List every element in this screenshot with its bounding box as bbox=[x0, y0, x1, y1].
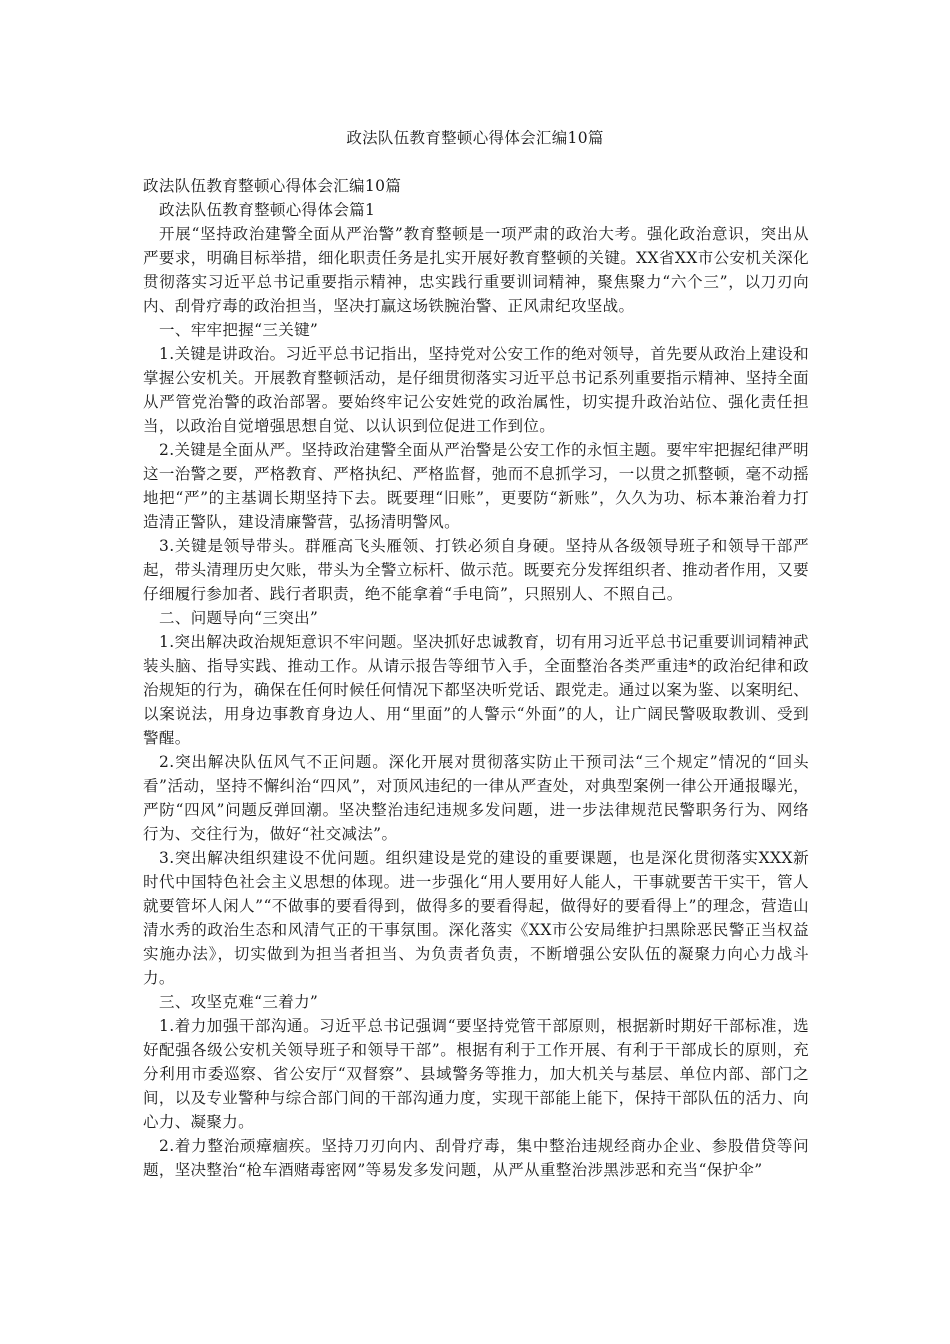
document-subtitle: 政法队伍教育整顿心得体会汇编10篇 bbox=[143, 177, 402, 195]
section-heading-2: 二、问题导向“三突出” bbox=[159, 609, 319, 627]
paragraph: 1.关键是讲政治。习近平总书记指出，坚持党对公安工作的绝对领导，首先要从政治上建设和掌握公安机关。开展教育整顿活动，是仔细贯彻落实习近平总书记系列重要指示精神、坚持全面从严管党治警的政治部署。要始终牢记公安姓党的政治属性，切实提升政治站位、强化责任担当，以政治自觉增强思想自觉、以认识到位促进工作到位。 bbox=[143, 345, 809, 435]
article-title: 政法队伍教育整顿心得体会篇1 bbox=[159, 201, 376, 219]
document-body bbox=[143, 174, 809, 1182]
paragraph: 1.突出解决政治规矩意识不牢问题。坚决抓好忠诚教育，切有用习近平总书记重要训词精神武装头脑、指导实践、推动工作。从请示报告等细节入手，全面整治各类严重违*的政治纪律和政治规矩的行为，确保在任何时候任何情况下都坚决听党话、跟党走。通过以案为鉴、以案明纪、以案说法，用身边事教育身边人、用“里面”的人警示“外面”的人，让广阔民警吸取教训、受到警醒。 bbox=[143, 633, 809, 747]
paragraph: 2.着力整治顽瘴痼疾。坚持刀刃向内、刮骨疗毒，集中整治违规经商办企业、参股借贷等问题，坚决整治“枪车酒赌毒密网”等易发多发问题，从严从重整治涉黑涉恶和充当“保护伞” bbox=[143, 1137, 809, 1179]
paragraph-intro: 开展“坚持政治建警全面从严治警”教育整顿是一项严肃的政治大考。强化政治意识，突出从严要求，明确目标举措，细化职责任务是扎实开展好教育整顿的关键。XX省XX市公安机关深化贯彻落实习近平总书记重要指示精神，忠实践行重要训词精神，聚焦聚力“六个三”，以刀刃向内、刮骨疗毒的政治担当，坚决打赢这场铁腕治警、正风肃纪攻坚战。 bbox=[143, 225, 809, 315]
paragraph: 2.突出解决队伍风气不正问题。深化开展对贯彻落实防止干预司法“三个规定”情况的“回头看”活动，坚持不懈纠治“四风”，对顶风违纪的一律从严查处，对典型案例一律公开通报曝光，严防“四风”问题反弹回潮。坚决整治违纪违规多发问题，进一步法律规范民警职务行为、网络行为、交往行为，做好“社交减法”。 bbox=[143, 753, 809, 843]
paragraph: 3.突出解决组织建设不优问题。组织建设是党的建设的重要课题，也是深化贯彻落实XXX新时代中国特色社会主义思想的体现。进一步强化“用人要用好人能人，干事就要苦干实干，管人就要管坏人闲人”“不做事的要看得到，做得多的要看得起，做得好的要看得上”的理念，营造山清水秀的政治生态和风清气正的干事氛围。深化落实《XX市公安局维护扫黑除恶民警正当权益实施办法》，切实做到为担当者担当、为负责者负责，不断增强公安队伍的凝聚力向心力战斗力。 bbox=[143, 849, 809, 987]
paragraph: 2.关键是全面从严。坚持政治建警全面从严治警是公安工作的永恒主题。要牢牢把握纪律严明这一治警之要，严格教育、严格执纪、严格监督，弛而不息抓学习，一以贯之抓整顿，毫不动摇地把“严”的主基调长期坚持下去。既要理“旧账”，更要防“新账”，久久为功、标本兼治着力打造清正警队，建设清廉警营，弘扬清明警风。 bbox=[143, 441, 809, 531]
section-heading-3: 三、攻坚克难“三着力” bbox=[159, 993, 319, 1011]
page-title: 政法队伍教育整顿心得体会汇编10篇 bbox=[346, 129, 604, 147]
paragraph: 3.关键是领导带头。群雁高飞头雁领、打铁必须自身硬。坚持从各级领导班子和领导干部严起，带头清理历史欠账，带头为全警立标杆、做示范。既要充分发挥组织者、推动者作用，又要仔细履行参加者、践行者职责，绝不能拿着“手电筒”，只照别人、不照自己。 bbox=[143, 537, 809, 603]
paragraph: 1.着力加强干部沟通。习近平总书记强调“要坚持党管干部原则，根据新时期好干部标准，选好配强各级公安机关领导班子和领导干部”。根据有利于工作开展、有利于干部成长的原则，充分利用市委巡察、省公安厅“双督察”、县域警务等推力，加大机关与基层、单位内部、部门之间，以及专业警种与综合部门间的干部沟通力度，实现干部能上能下，保持干部队伍的活力、向心力、凝聚力。 bbox=[143, 1017, 809, 1131]
section-heading-1: 一、牢牢把握“三关键” bbox=[159, 321, 319, 339]
